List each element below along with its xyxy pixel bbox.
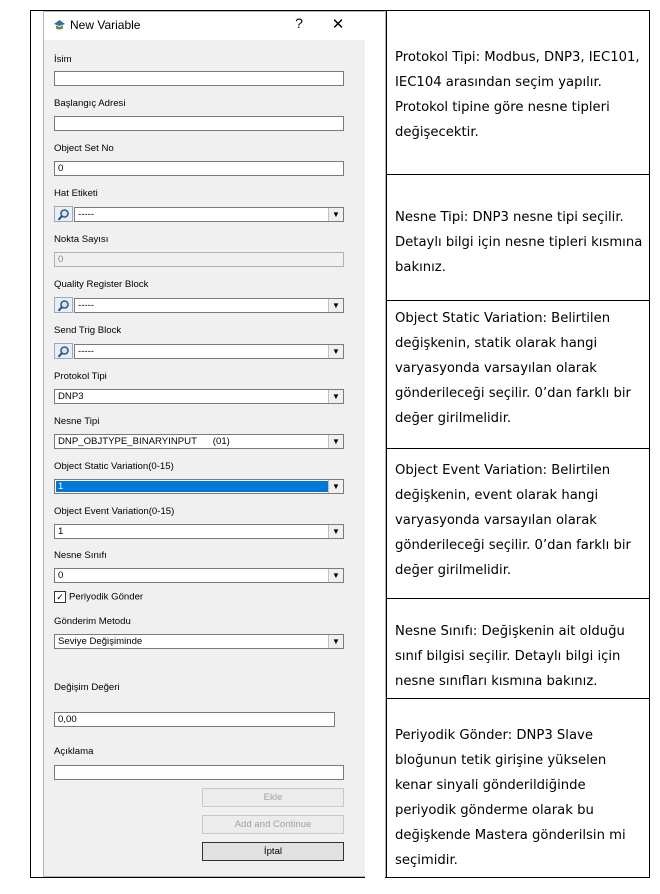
quality-register-block-value: ----- [78,300,94,311]
description-periyodik-gonder: Periyodik Gönder: DNP3 Slave bloğunun tetik girişine yükselen kenar sinyali gönderildiğinde periyodik gönderme olarak bu değişkende Mastera gönderilsin mi seçimidir. [395,728,626,868]
screenshot-cell [31,11,387,877]
object-event-variation-value: 1 [58,526,64,537]
chevron-down-icon[interactable]: ▼ [328,435,343,448]
description-protokol-tipi: Protokol Tipi: Modbus, DNP3, IEC101, IEC104 arasından seçim yapılır. Protokol tipine göre nesne tipleri değişecektir. [395,50,640,140]
nokta-sayisi-input: 0 [54,252,344,267]
degisim-degeri-input[interactable]: 0,00 [54,712,335,727]
object-static-variation-select[interactable] [54,479,344,494]
magnifier-icon [55,208,72,222]
add-and-continue-button[interactable]: Add and Continue [202,815,344,834]
isim-input[interactable] [54,71,344,86]
help-button[interactable]: ? [295,15,303,31]
description-nesne-sinifi: Nesne Sınıfı: Değişkenin ait olduğu sınıf bilgisi seçilir. Detaylı bilgi için nesne sınıfları kısmına bakınız. [395,624,625,689]
chevron-down-icon[interactable]: ▼ [328,345,343,358]
periyodik-gonder-label: Periyodik Gönder [69,591,144,603]
object-event-variation-select[interactable] [54,524,344,539]
description-cell [387,449,649,599]
isim-label: İsim [54,54,72,65]
gonderim-metodu-value: Seviye Değişiminde [58,636,143,647]
description-cell [387,175,649,301]
magnifier-icon [55,299,72,313]
nesne-sinifi-select[interactable] [54,568,344,583]
aciklama-label: Açıklama [54,746,94,757]
chevron-down-icon[interactable]: ▼ [328,299,343,312]
send-trig-block-select[interactable] [74,344,344,359]
description-cell [387,301,649,449]
dialog-right-strip [365,12,385,878]
chevron-down-icon[interactable]: ▼ [328,635,343,648]
object-event-variation-label: Object Event Variation(0-15) [54,506,175,517]
description-cell [387,699,649,877]
description-object-event-variation: Object Event Variation: Belirtilen değişkenin, event olarak hangi varyasyonda varsayılan olarak gönderileceği seçilir. 0’dan farklı bir değer girilmelidir. [395,463,631,578]
object-static-variation-value: 1 [56,481,328,492]
description-column [387,11,649,877]
baslangic-adresi-label: Başlangıç Adresi [54,98,126,109]
nesne-tipi-value: DNP_OBJTYPE_BINARYINPUT (01) [58,436,230,447]
document-table [30,10,650,878]
degisim-degeri-label: Değişim Değeri [54,682,120,693]
chevron-down-icon[interactable]: ▼ [328,390,343,403]
object-static-variation-label: Object Static Variation(0-15) [54,461,174,472]
chevron-down-icon[interactable]: ▼ [328,480,343,493]
send-trig-block-value: ----- [78,346,94,357]
object-set-no-label: Object Set No [54,143,114,154]
quality-register-search-button[interactable] [54,297,73,313]
chevron-down-icon[interactable]: ▼ [328,525,343,538]
description-cell [387,11,649,175]
description-cell [387,599,649,699]
periyodik-gonder-checkbox[interactable]: ✓ [54,591,66,603]
nesne-tipi-label: Nesne Tipi [54,416,100,427]
hat-etiketi-select[interactable] [74,207,344,222]
close-button[interactable]: ✕ [331,16,345,33]
hat-etiketi-search-button[interactable] [54,206,73,222]
baslangic-adresi-input[interactable] [54,116,344,131]
ekle-button[interactable]: Ekle [202,788,344,807]
aciklama-input[interactable] [54,765,344,780]
nesne-sinifi-value: 0 [58,570,64,581]
quality-register-block-select[interactable] [74,298,344,313]
nokta-sayisi-label: Nokta Sayısı [54,234,109,245]
dialog-title-bar[interactable] [44,12,385,40]
hat-etiketi-value: ----- [78,209,94,220]
nesne-sinifi-label: Nesne Sınıfı [54,550,107,561]
chevron-down-icon[interactable]: ▼ [328,208,343,221]
periyodik-gonder-row[interactable] [54,591,143,603]
protokol-tipi-select[interactable] [54,389,344,404]
dialog-title: New Variable [70,18,141,32]
description-object-static-variation: Object Static Variation: Belirtilen değişkenin, statik olarak hangi varyasyonda varsayılan olarak gönderileceği seçilir. 0’dan farklı bir değer girilmelidir. [395,311,631,426]
quality-register-block-label: Quality Register Block [54,279,149,290]
gonderim-metodu-label: Gönderim Metodu [54,616,131,627]
send-trig-block-label: Send Trig Block [54,325,122,336]
object-set-no-input[interactable]: 0 [54,161,344,176]
send-trig-search-button[interactable] [54,343,73,359]
magnifier-icon [55,345,72,359]
new-variable-dialog [43,11,386,877]
app-icon [53,19,66,31]
iptal-button[interactable]: İptal [202,842,344,861]
chevron-down-icon[interactable]: ▼ [328,569,343,582]
protokol-tipi-label: Protokol Tipi [54,371,107,382]
hat-etiketi-label: Hat Etiketi [54,188,98,199]
gonderim-metodu-select[interactable] [54,634,344,649]
protokol-tipi-value: DNP3 [58,391,84,402]
nesne-tipi-select[interactable] [54,434,344,449]
description-nesne-tipi: Nesne Tipi: DNP3 nesne tipi seçilir. Detaylı bilgi için nesne tipleri kısmına bakınız. [395,210,643,275]
